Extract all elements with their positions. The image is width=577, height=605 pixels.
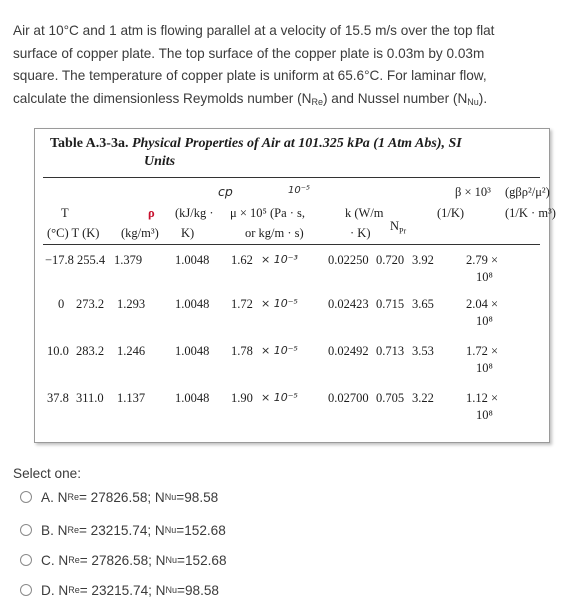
- table-header-rule: [43, 244, 540, 245]
- radio-button[interactable]: [20, 554, 32, 566]
- cell-k: 0.02700: [328, 391, 369, 405]
- mu-scale-handwritten: 10⁻⁵: [288, 185, 311, 196]
- radio-button[interactable]: [20, 584, 32, 596]
- table-title: [50, 135, 530, 171]
- cell-gbp-exponent: 10⁸: [476, 361, 493, 375]
- cell-beta: 3.65: [412, 297, 434, 311]
- option-nu-value: =152.68: [177, 552, 227, 568]
- cell-Npr: 0.713: [376, 344, 405, 358]
- cell-TK: 255.4: [77, 253, 106, 267]
- radio-button[interactable]: [20, 491, 32, 503]
- cell-cp: 1.0048: [175, 391, 210, 405]
- option-re-value: = 27826.58; N: [78, 489, 165, 505]
- t-units-header: (°C) T (K): [47, 226, 100, 240]
- mu-header: μ × 10⁵ (Pa · s,: [230, 206, 306, 220]
- option-nu-value: =152.68: [176, 522, 226, 538]
- table-title-text: Physical Properties of Air at 101.325 kPa (1 Atm Abs), SI: [131, 136, 462, 151]
- option-nu-value: =98.58: [176, 489, 219, 505]
- cell-gbp-exponent: 10⁸: [476, 314, 493, 328]
- cell-TK: 273.2: [76, 297, 105, 311]
- option-nu-subscript: Nu: [164, 492, 177, 502]
- question-text-part: ).: [478, 90, 488, 106]
- answer-option-c[interactable]: [20, 549, 227, 571]
- mu-handwritten-annotation: × 10⁻⁵: [261, 391, 298, 404]
- cell-TK: 283.2: [76, 344, 105, 358]
- cell-k: 0.02250: [328, 253, 369, 267]
- cell-T: 0: [58, 297, 65, 311]
- cp-handwritten: cp: [218, 184, 233, 199]
- cp-units-header: (kJ/kg ·: [175, 206, 214, 220]
- nu-subscript: Nu: [467, 96, 479, 107]
- question-line-2: surface of copper plate. The top surface of the copper plate is 0.03m by 0.03m: [13, 45, 485, 61]
- beta-units-header: (1/K): [437, 206, 465, 220]
- cell-beta: 3.92: [412, 253, 434, 267]
- k-header: k (W/m: [345, 206, 384, 220]
- cell-gbp-exponent: 10⁸: [476, 270, 493, 284]
- answer-option-d[interactable]: [20, 579, 219, 601]
- mu-alt-units-header: or kg/m · s): [245, 226, 304, 240]
- cell-beta: 3.22: [412, 391, 434, 405]
- cell-rho: 1.246: [117, 344, 146, 358]
- option-nu-subscript: Nu: [165, 585, 178, 595]
- npr-header: [390, 219, 406, 239]
- question-text: [13, 20, 565, 113]
- option-re-label: N: [58, 552, 69, 568]
- cell-gbp: 2.79 ×: [466, 253, 499, 267]
- option-letter: B.: [41, 522, 54, 538]
- answer-option-a[interactable]: [20, 486, 218, 508]
- option-re-value: = 27826.58; N: [79, 552, 166, 568]
- question-line-1: Air at 10°C and 1 atm is flowing parallel at a velocity of 15.5 m/s over the top flat: [13, 23, 495, 38]
- option-re-label: N: [57, 489, 68, 505]
- gbp-header: (gβρ²/μ²): [505, 185, 550, 199]
- option-letter: C.: [41, 552, 55, 568]
- option-re-value: = 23215.74; N: [78, 522, 165, 538]
- rho-header: ρ: [148, 206, 155, 220]
- cell-T: 37.8: [47, 391, 69, 405]
- question-line-4: [13, 88, 565, 114]
- cell-gbp: 1.72 ×: [466, 344, 499, 358]
- question-text-part: ) and Nussel number (N: [322, 90, 468, 106]
- table-top-rule: [43, 177, 540, 178]
- cp-k-header: K): [181, 226, 195, 240]
- option-re-value: = 23215.74; N: [79, 582, 166, 598]
- cell-k: 0.02492: [328, 344, 369, 358]
- question-text-part: calculate the dimensionless Reymolds number (N: [13, 90, 312, 106]
- cell-gbp: 2.04 ×: [466, 297, 499, 311]
- cell-rho: 1.137: [117, 391, 146, 405]
- gbp-units-header: (1/K · m³): [505, 206, 556, 220]
- option-nu-subscript: Nu: [165, 555, 178, 565]
- option-nu-value: =98.58: [177, 582, 219, 598]
- option-re-label: N: [58, 582, 69, 598]
- mu-handwritten-annotation: × 10⁻³: [261, 253, 298, 266]
- cell-k: 0.02423: [328, 297, 369, 311]
- re-subscript: Re: [311, 96, 323, 107]
- cell-mu: 1.78: [231, 344, 253, 358]
- option-re-subscript: Re: [67, 525, 79, 535]
- cell-beta: 3.53: [412, 344, 434, 358]
- option-letter: D.: [41, 582, 55, 598]
- select-one-label: Select one:: [13, 466, 82, 481]
- cell-mu: 1.62: [231, 253, 253, 267]
- cell-cp: 1.0048: [175, 344, 210, 358]
- cell-T: 10.0: [47, 344, 69, 358]
- mu-handwritten-annotation: × 10⁻⁵: [261, 297, 298, 310]
- answer-option-b[interactable]: [20, 519, 226, 541]
- cell-Npr: 0.720: [376, 253, 405, 267]
- cell-rho: 1.293: [117, 297, 146, 311]
- option-re-subscript: Re: [68, 555, 80, 565]
- beta-header: β × 10³: [455, 185, 491, 199]
- cell-mu: 1.90: [231, 391, 253, 405]
- npr-symbol: N: [390, 219, 400, 233]
- cell-gbp: 1.12 ×: [466, 391, 499, 405]
- cell-mu: 1.72: [231, 297, 253, 311]
- radio-button[interactable]: [20, 524, 32, 536]
- option-re-subscript: Re: [68, 585, 80, 595]
- cell-gbp-exponent: 10⁸: [476, 408, 493, 422]
- table-title-units: Units: [144, 154, 176, 169]
- t-header: T: [61, 206, 69, 220]
- cell-cp: 1.0048: [175, 297, 210, 311]
- cell-Npr: 0.715: [376, 297, 405, 311]
- option-nu-subscript: Nu: [164, 525, 177, 535]
- property-table-image: [34, 128, 556, 443]
- question-line-3: square. The temperature of copper plate is uniform at 65.6°C. For laminar flow,: [13, 68, 487, 83]
- option-re-label: N: [57, 522, 68, 538]
- mu-handwritten-annotation: × 10⁻⁵: [261, 344, 298, 357]
- table-title-number: Table A.3-3a.: [50, 136, 129, 151]
- k-units-header: · K): [350, 226, 371, 240]
- cell-rho: 1.379: [114, 253, 143, 267]
- option-letter: A.: [41, 489, 54, 505]
- rho-units-header: (kg/m³): [121, 226, 159, 240]
- cell-T: −17.8: [45, 253, 74, 267]
- cell-cp: 1.0048: [175, 253, 210, 267]
- npr-subscript: Pr: [399, 226, 407, 236]
- option-re-subscript: Re: [67, 492, 79, 502]
- cell-Npr: 0.705: [376, 391, 405, 405]
- cell-TK: 311.0: [76, 391, 104, 405]
